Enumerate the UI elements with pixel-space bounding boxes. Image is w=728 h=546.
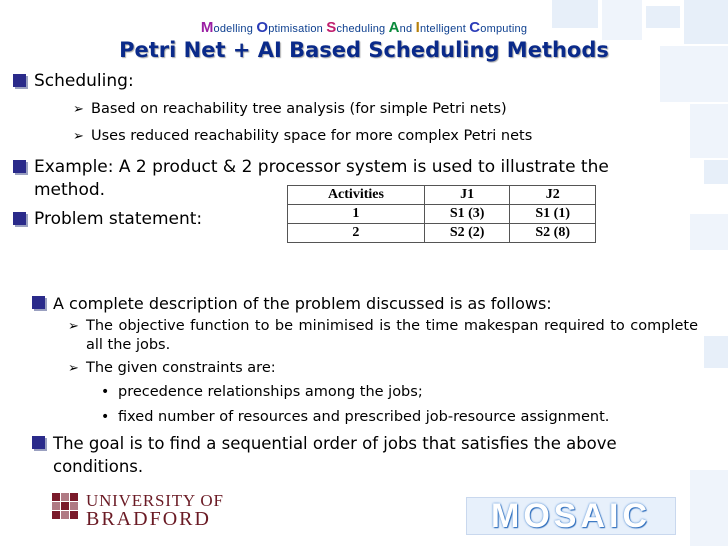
background-decoration: [690, 104, 728, 158]
square-bullet-icon: [13, 74, 26, 87]
table-header-cell: J1: [424, 186, 510, 205]
bullet-text: Based on reachability tree analysis (for simple Petri nets): [91, 101, 507, 117]
banner-word: cheduling: [336, 23, 389, 35]
banner-letter: S: [326, 19, 337, 36]
banner-letter: I: [415, 19, 420, 36]
table-header-cell: Activities: [288, 186, 425, 205]
sub-bullet-reachability-tree: [73, 100, 507, 119]
bullet-text: Example: A 2 product & 2 processor system is used to illustrate the: [34, 157, 609, 177]
dot-bullet-icon: •: [101, 384, 110, 400]
table-cell: S1 (1): [510, 205, 596, 224]
bullet-text: Uses reduced reachability space for more complex Petri nets: [91, 128, 533, 144]
dot-bullet-icon: •: [101, 409, 110, 425]
background-decoration: [690, 214, 728, 250]
bullet-text: Problem statement:: [34, 209, 203, 229]
bullet-problem-statement: [34, 208, 202, 231]
mosaic-banner: [0, 19, 728, 36]
background-decoration: [690, 470, 728, 546]
bullet-text: method.: [34, 180, 106, 200]
banner-letter: O: [256, 19, 269, 36]
table-cell: S2 (8): [510, 224, 596, 243]
bullet-text: fixed number of resources and prescribed job-resource assignment.: [118, 409, 610, 425]
banner-letter: M: [200, 19, 214, 36]
table-header-row: [288, 186, 596, 205]
arrow-bullet-icon: ➢: [73, 102, 84, 117]
bullet-text: The given constraints are:: [86, 360, 276, 376]
banner-letter: A: [388, 19, 400, 36]
arrow-bullet-icon: ➢: [68, 361, 79, 376]
bullet-text: The goal is to find a sequential order of jobs that satisfies the above conditions.: [53, 434, 617, 476]
table-row: [288, 205, 596, 224]
banner-word: odelling: [213, 23, 257, 35]
square-bullet-icon: [13, 160, 26, 173]
arrow-bullet-icon: ➢: [73, 129, 84, 144]
banner-letter: C: [469, 19, 481, 36]
bullet-scheduling: [34, 70, 134, 93]
banner-word: ptimisation: [268, 23, 327, 35]
table-header-cell: J2: [510, 186, 596, 205]
arrow-bullet-icon: ➢: [68, 319, 79, 334]
sub-bullet-objective: [68, 317, 698, 355]
table-cell: S1 (3): [424, 205, 510, 224]
bullet-description: [53, 292, 552, 315]
background-decoration: [704, 336, 728, 368]
bradford-wordmark: [86, 492, 224, 528]
logo-line: UNIVERSITY OF: [86, 491, 224, 510]
square-bullet-icon: [32, 296, 45, 309]
slide-title: Petri Net + AI Based Scheduling Methods: [119, 38, 609, 62]
table-cell: 1: [288, 205, 425, 224]
sub-bullet-reduced-space: [73, 127, 533, 146]
bullet-text: precedence relationships among the jobs;: [118, 384, 423, 400]
mosaic-logo-text: MOSAIC: [491, 497, 651, 535]
bradford-crest-icon: [52, 493, 78, 525]
bullet-text: A complete description of the problem discussed is as follows:: [53, 294, 552, 313]
constraint-resources: [101, 408, 610, 427]
background-decoration: [704, 160, 728, 184]
banner-word: omputing: [480, 23, 528, 35]
bullet-goal: [53, 432, 693, 478]
table-cell: 2: [288, 224, 425, 243]
banner-word: nd: [399, 23, 416, 35]
mosaic-logo: [466, 497, 676, 535]
square-bullet-icon: [32, 436, 45, 449]
banner-word: ntelligent: [419, 23, 470, 35]
sub-bullet-constraints: [68, 359, 276, 378]
bullet-text: Scheduling:: [34, 71, 134, 91]
logo-line: BRADFORD: [86, 508, 211, 530]
bullet-text: The objective function to be minimised is the time makespan required to complete all the jobs.: [86, 318, 698, 353]
table-cell: S2 (2): [424, 224, 510, 243]
constraint-precedence: [101, 383, 423, 402]
table-row: [288, 224, 596, 243]
square-bullet-icon: [13, 212, 26, 225]
activities-table: [287, 185, 596, 243]
